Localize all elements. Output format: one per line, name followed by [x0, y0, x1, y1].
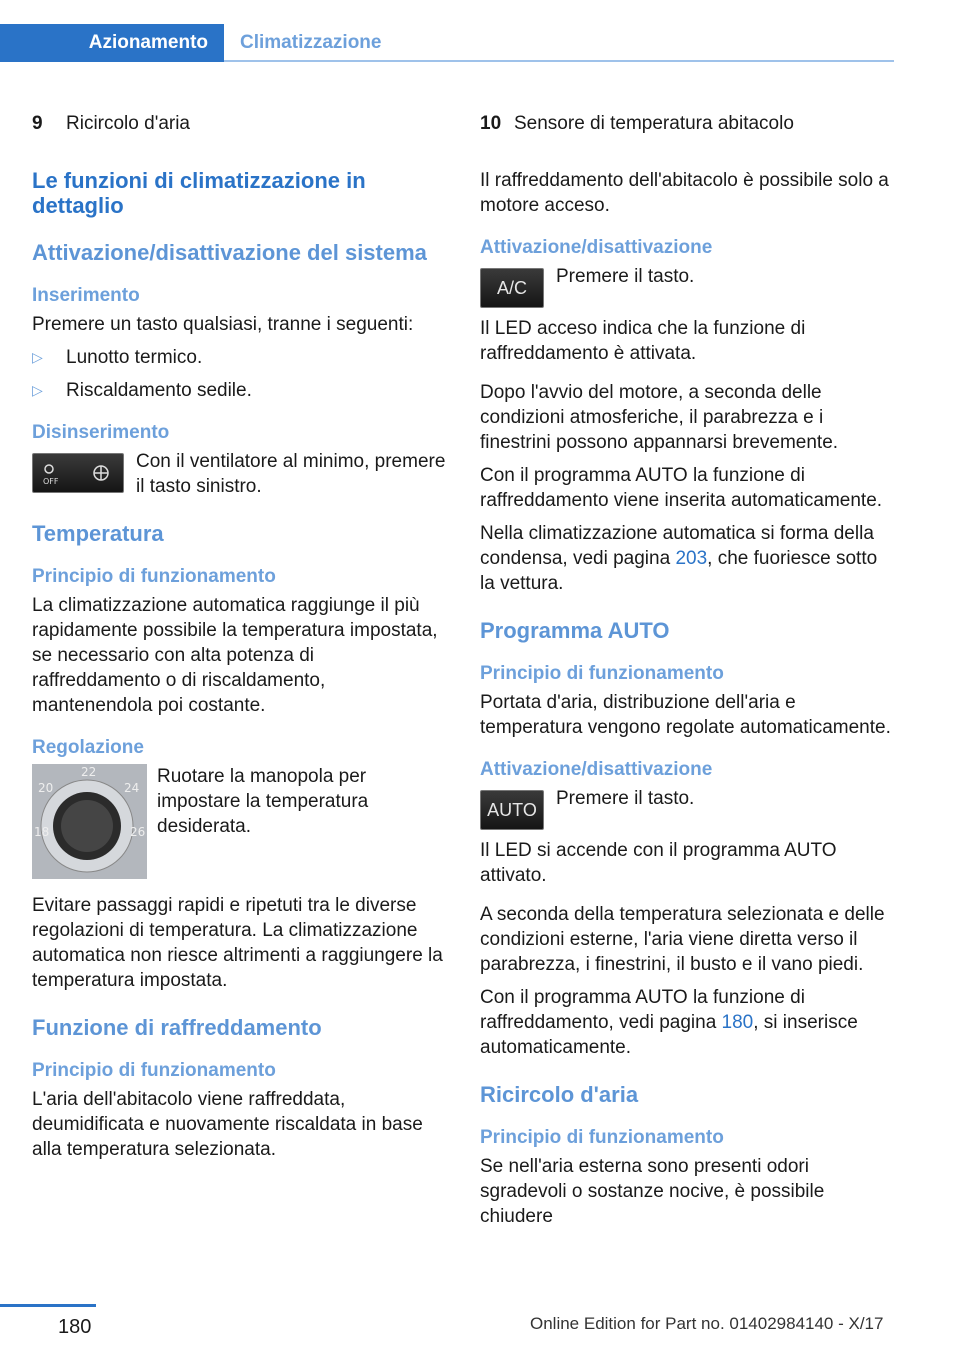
footer-accent-line — [0, 1304, 96, 1307]
paragraph: La climatizzazione automatica raggiunge il più rapidamente possibile la temperatura impostata, se necessario con alta potenza di raffreddamento o di riscaldamento, mantenendola poi costante. — [32, 595, 438, 716]
knob-label: 22 — [81, 765, 97, 779]
legend-number: 9 — [32, 113, 43, 134]
list-item-text: Lunotto termico. — [66, 347, 203, 368]
header-tabs — [0, 24, 894, 62]
paragraph: Il raffreddamento dell'abitacolo è possibile solo a motore acceso. — [480, 170, 889, 216]
paragraph: Evitare passaggi rapidi e ripetuti tra le diverse regolazioni di temperatura. La climatizzazione automatica non riesce altrimenti a raggiungere la temperatura impostata. — [32, 895, 443, 991]
heading-ricircolo: Ricircolo d'aria — [480, 1082, 639, 1107]
tab-underline — [224, 60, 894, 62]
page-number: 180 — [58, 1316, 92, 1338]
legend-item-10 — [480, 110, 894, 138]
left-column — [32, 110, 446, 1170]
ac-row — [480, 264, 894, 308]
text: , si inserisce automaticamente. — [480, 1012, 858, 1058]
ac-button-image — [480, 268, 544, 308]
paragraph: Il LED si accende con il programma AUTO attivato. — [480, 840, 837, 886]
heading-regolazione: Regolazione — [32, 737, 144, 758]
tab-azionamento[interactable]: Azionamento — [0, 24, 224, 62]
knob-label: 26 — [130, 825, 146, 839]
paragraph: Il LED acceso indica che la funzione di raffreddamento è attivata. — [480, 318, 806, 364]
paragraph: Con il programma AUTO la funzione di raffreddamento viene inserita automaticamente. — [480, 465, 883, 511]
auto-label: AUTO — [487, 799, 537, 820]
fan-off-button-image — [32, 453, 124, 493]
regolazione-row — [32, 764, 446, 879]
triangle-bullet-icon: ▷ — [32, 382, 43, 398]
heading-temperatura: Temperatura — [32, 521, 164, 546]
list-item — [32, 345, 446, 370]
heading-principio: Principio di funzionamento — [32, 566, 276, 587]
heading-principio: Principio di funzionamento — [32, 1060, 276, 1081]
disinserimento-row — [32, 449, 446, 499]
paragraph: Dopo l'avvio del motore, a seconda delle condizioni atmosferiche, il parabrezza e i finestrini possono appannarsi brevemente. — [480, 382, 839, 453]
section-title: Le funzioni di climatizzazione in dettaglio — [32, 168, 366, 218]
heading-system: Attivazione/disattivazione del sistema — [32, 240, 427, 265]
fan-icon — [35, 456, 121, 490]
heading-programma-auto: Programma AUTO — [480, 618, 670, 643]
heading-inserimento: Inserimento — [32, 285, 140, 306]
heading-disinserimento: Disinserimento — [32, 422, 170, 443]
auto-button-image — [480, 790, 544, 830]
paragraph: Se nell'aria esterna sono presenti odori sgradevoli o sostanze nocive, è possibile chiudere — [480, 1156, 825, 1227]
paragraph: Premere il tasto. — [556, 788, 695, 809]
legend-item-9 — [32, 110, 446, 138]
knob-label: 24 — [124, 781, 140, 795]
page-link-203[interactable]: 203 — [675, 548, 708, 569]
auto-text — [556, 786, 694, 819]
svg-text:OFF: OFF — [43, 477, 59, 486]
temperature-knob-image — [32, 764, 147, 879]
knob-label: 18 — [34, 825, 50, 839]
heading-raffreddamento: Funzione di raffreddamento — [32, 1015, 322, 1040]
edition-text: Online Edition for Part no. 01402984140 - X/17 — [530, 1314, 884, 1333]
paragraph: Ruotare la manopola per impostare la temperatura desiderata. — [157, 766, 369, 837]
paragraph: A seconda della temperatura selezionata e delle condizioni esterne, l'aria viene diretta verso il parabrezza, i finestrini, il busto e il vano piedi. — [480, 904, 885, 975]
heading-attivazione: Attivazione/disattivazione — [480, 237, 713, 258]
right-column — [480, 110, 894, 1237]
paragraph — [480, 985, 894, 1060]
paragraph: Premere il tasto. — [556, 266, 695, 287]
paragraph: Con il ventilatore al minimo, premere il tasto sinistro. — [136, 451, 446, 497]
auto-row — [480, 786, 894, 830]
paragraph: L'aria dell'abitacolo viene raffreddata, deumidificata e nuovamente riscaldata in base alla temperatura selezionata. — [32, 1089, 423, 1160]
legend-text: Sensore di temperatura abitacolo — [514, 113, 794, 134]
heading-attivazione: Attivazione/disattivazione — [480, 759, 713, 780]
heading-principio: Principio di funzionamento — [480, 1127, 724, 1148]
triangle-bullet-icon: ▷ — [32, 349, 43, 365]
text: Nella climatizzazione automatica si forma della condensa, vedi pagina — [480, 523, 874, 569]
knob-label: 20 — [38, 781, 54, 795]
list-item — [32, 378, 446, 403]
paragraph: Portata d'aria, distribuzione dell'aria e temperatura vengono regolate automaticamente. — [480, 692, 891, 738]
page-link-180[interactable]: 180 — [721, 1012, 754, 1033]
legend-text: Ricircolo d'aria — [66, 113, 191, 134]
paragraph: Premere un tasto qualsiasi, tranne i seguenti: — [32, 314, 414, 335]
heading-principio: Principio di funzionamento — [480, 663, 724, 684]
paragraph — [480, 521, 894, 596]
ac-label: A/C — [496, 277, 527, 298]
text: Con il programma AUTO la funzione di raffreddamento, vedi pagina — [480, 987, 805, 1033]
tab-climatizzazione[interactable]: Climatizzazione — [240, 32, 382, 53]
text: , che fuoriesce sotto la vettura. — [480, 548, 878, 594]
list-item-text: Riscaldamento sedile. — [66, 380, 252, 401]
legend-number: 10 — [480, 113, 502, 134]
ac-text — [556, 264, 694, 297]
